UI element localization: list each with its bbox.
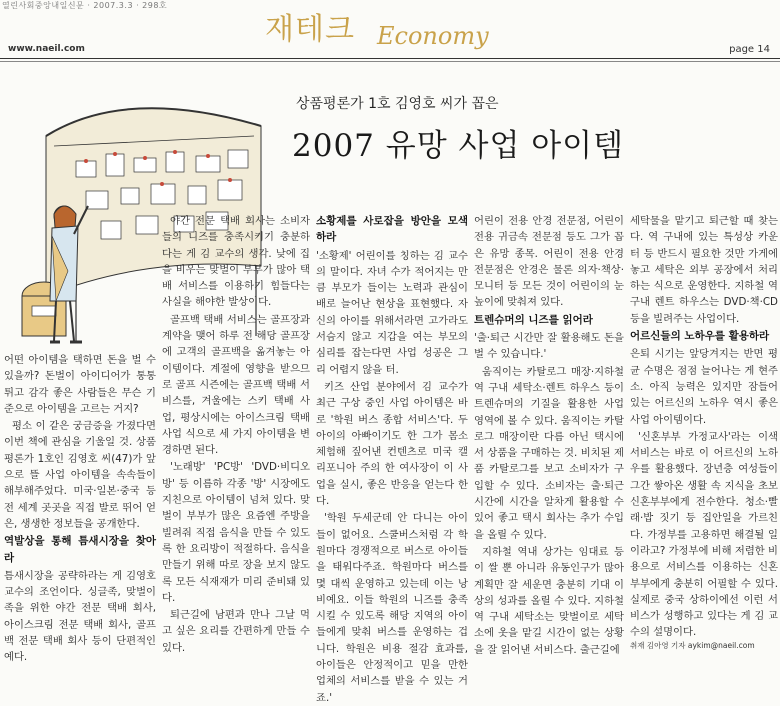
paragraph: 움직이는 카탈로그 매장·지하철 역 구내 세탁소·렌트 하우스 등이 트렌슈머의 기질을 활용한 사업 영역에 볼 수 있다. 움직이는 카탈로그 매장이란 다름 아닌 택시에서 상품을 구매하는 것. 비치된 제품 카탈로그를 보고 소비자가 구입할 수 있다. 소비자는 출·퇴근 시간에 시간을 알차게 활용할 수 있어 좋고 택시 회사는 추가 수입을 올릴 수 있다. xyxy=(474,365,624,541)
header-rule xyxy=(0,58,780,59)
paragraph: 골프백 택배 서비스는 골프장과 계약을 맺어 하루 전 해당 골프장에 고객의 골프백을 옮겨놓는 아이템이다. 계절에 영향을 받으므로 골프 시즌에는 골프백 택배 서비스를, 겨울에는 스키 택배 사업, 평상시에는 아이스크림 택배 사업 식으로 세 가지 아이템을 변경하면 된다. xyxy=(162,313,310,457)
paragraph: '신혼부부 가정교사'라는 이색 서비스는 바로 이 어르신의 노하우를 활용했다. 장년층 여성들이 그간 쌓아온 생활 속 지식을 초보 신혼부부에게 전수한다. 청소·빨래·밥 짓기 등 집안일을 가르친다. 가정부를 고용하면 해결될 일이라고? 가정부에 비해 저렴한 비용으로 서비스를 이용하는 신혼부부에게 충분히 어필할 수 있다. 실제로 중국 상하이에선 이런 서비스가 성행하고 있다는 게 김 교수의 설명이다. xyxy=(630,430,778,639)
section-banner xyxy=(265,4,585,56)
column-1 xyxy=(4,352,156,664)
paragraph: 은퇴 시기는 앞당겨지는 반면 평균 수명은 점점 늘어나는 게 현주소. 아직 능력은 있지만 잠들어 있는 어르신의 노하우 역시 좋은 사업 아이템이다. xyxy=(630,348,778,426)
paragraph: 틈새시장을 공략하라는 게 김영호 교수의 조언이다. 싱글족, 맞벌이 족을 위한 야간 전문 택배 회사, 아이스크림 전문 택배 회사, 골프백 전문 택배 회사 등이 단편적인 예다. xyxy=(4,569,156,664)
byline: 취재 김아영 기자 aykim@naeil.com xyxy=(630,641,755,650)
column-2 xyxy=(162,213,310,653)
paragraph: '노래방' 'PC방' 'DVD·비디오방' 등 이름하 각종 '방' 시장에도 지친으로 아이템이 넘쳐 있다. 맞벌이 부부가 많은 요즘엔 주방을 빌려줘 직접 음식을 만들 수 있도록 한 요리방이 적절하다. 음식을 만들기 위해 따로 장을 보지 않도록 모든 식재재가 미리 준비돼 있다. xyxy=(162,461,310,604)
column-4 xyxy=(474,213,624,656)
subheading: 소황제를 사로잡을 방안을 모색하라 xyxy=(316,215,468,244)
paragraph: '소황제' 어린이를 칭하는 김 교수의 말이다. 자녀 수가 적어지는 만큼 부모가 들이는 노력과 관심이 배로 늘어난 현상을 표현했다. 자신의 아이를 위해서라면 고가라도 서슴지 않고 지갑을 여는 부모의 심리를 잡는다면 사업 성공은 그리 어렵지 않을 터. xyxy=(316,249,468,376)
subheading: 트렌슈머의 니즈를 읽어라 xyxy=(474,313,593,326)
paragraph: 어떤 아이템을 택하면 돈을 벌 수 있을까? 돈벌이 아이디어가 통통 튀고 감각 좋은 사람들은 무슨 기준으로 아이템을 고르는 거지? xyxy=(4,354,156,415)
subheading: 어르신들의 노하우를 활용하라 xyxy=(630,330,770,343)
section-title-ko: 재테크 xyxy=(265,12,355,47)
column-5 xyxy=(630,213,778,653)
paragraph: 어린이 전용 안경 전문점, 어린이 전용 귀금속 전문점 등도 그가 꼽은 유망 종목. 어린이 전용 안경 전문점은 안경은 물론 의자·책상·모니터 등 모든 것이 어린이의 눈높이에 맞춰져 있다. xyxy=(474,215,624,309)
subheading: 역발상을 통해 틈새시장을 찾아라 xyxy=(4,535,156,564)
paragraph: 야간 전문 택배 회사는 소비자들의 니즈를 충족시키기 충분하다는 게 김 교수의 생각. 낮에 집을 비우는 맞벌이 부부가 많아 택배 서비스를 이용하기 힘들다는 사실을 해야한 발상이다. xyxy=(162,215,310,309)
column-3 xyxy=(316,213,468,704)
issue-note: 열린사회중앙내일신문 · 2007.3.3 · 298호 xyxy=(2,1,168,10)
article-subtitle: 상품평론가 1호 김영호 씨가 꼽은 xyxy=(296,96,499,112)
article-title: 2007 유망 사업 아이템 xyxy=(292,128,625,164)
paragraph: 평소 이 같은 궁금증을 가졌다면 이번 책에 관심을 기울일 것. 상품평론가 1호인 김영호 씨(47)가 앞으로 뜰 사업 아이템을 속속들이 해부해주었다. 미국·일본·중국 등 전 세계 곳곳을 직접 발로 뛰어 얻은, 생생한 정보들을 공개한다. xyxy=(4,420,156,530)
paragraph: 퇴근길에 남편과 만나 그날 먹고 싶은 요리를 간편하게 만들 수 있다. xyxy=(162,609,310,654)
section-title-en: Economy xyxy=(377,22,489,50)
page-number: page 14 xyxy=(729,44,770,55)
paragraph: 지하철 역내 상가는 임대료 등이 쌀 뿐 아니라 유동인구가 많아 계획만 잘 세운면 충분히 기대 이상의 성과를 올릴 수 있다. 지하철 역 구내 세탁소는 맞벌이로 세탁소에 옷을 맡길 시간이 없는 상황을 잘 읽어낸 서비스다. 출근길에 xyxy=(474,545,624,656)
paragraph: 키즈 산업 분야에서 김 교수가 최근 구상 중인 사업 아이템은 바로 '학원 버스 종합 서비스'다. 두 아이의 아빠이기도 한 그가 몸소 체험해 짚어낸 컨텐츠로 미국 캘리포니아 주의 한 여사장이 이 사업을 실시, 좋은 반응을 얻는다 한다. xyxy=(316,380,468,508)
paragraph: 세탁물을 맡기고 퇴근할 때 찾는다. 역 구내에 있는 특성상 카운터 등 반드시 필요한 것만 가게에 놓고 세탁은 외부 공장에서 처리하는 식으로 운영한다. 지하철 역 구내 렌트 하우스는 DVD·책·CD 등을 빌려주는 사업이다. xyxy=(630,215,778,325)
site-url[interactable]: www.naeil.com xyxy=(8,44,85,54)
header-rule-thin xyxy=(0,61,780,62)
paragraph: '출·퇴근 시간만 잘 활용해도 돈을 벌 수 있습니다.' xyxy=(474,332,624,361)
paragraph: '학원 두세군데 안 다니는 아이들이 없어요. 스쿨버스처럼 각 학원마다 경쟁적으로 버스로 아이들을 태워다주죠. 학원마다 버스를 몇 대씩 운영하고 있는데 이는 낭비예요. 이들 학원의 니즈를 충족시킬 수 있도록 해당 지역의 아이들에게 맞춰 버스를 운영하는 겁니다. 학원은 비용 절감 효과를, 아이들은 안정적이고 믿을 만한 업체의 서비스를 받을 수 있는 거죠.' xyxy=(316,512,468,704)
